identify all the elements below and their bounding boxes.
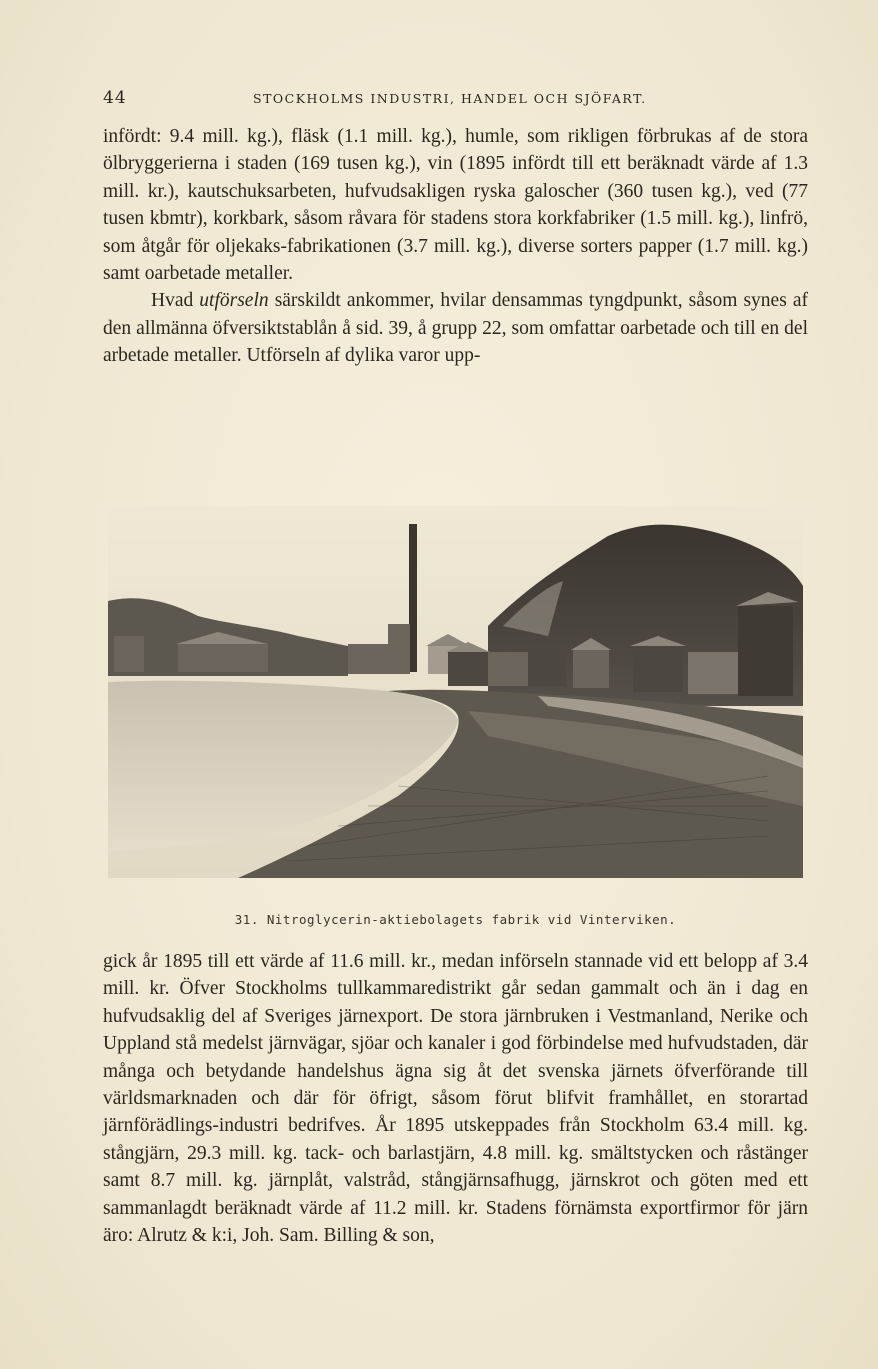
paragraph-imports: infördt: 9.4 mill. kg.), fläsk (1.1 mill. kg.), humle, som rikligen förbrukas af de stora ölbryggerierna i staden (169 tusen kg.), vin (1895 infördt till ett beräknadt värde af 1.3 mill. kr.), kautschuksarbeten, hufvudsakligen ryska galoscher (360 tusen kg.), ved (77 tusen kbmtr), korkbark, såsom råvara för stadens stora korkfabriker (1.5 mill. kg.), linfrö, som åtgår för oljekaks-fabrikationen (3.7 mill. kg.), diverse sorters papper (1.7 mill. kg.) samt oarbetade metaller.: [103, 126, 808, 285]
text-block-top: [103, 123, 808, 370]
factory-engraving-image: [108, 506, 803, 878]
paragraph-exports-rest: särskildt ankommer, hvilar densammas tyngdpunkt, såsom synes af den allmänna öfversiktstablån å sid. 39, å grupp 22, som omfattar oarbetade och till en del arbetade metaller. Utförseln af dylika varor upp-: [103, 290, 808, 367]
text-block-bottom: [103, 948, 808, 1249]
factory-illustration: [108, 506, 803, 878]
paragraph-exports-lead: Hvad: [151, 290, 200, 312]
page-header: [103, 88, 808, 112]
paragraph-exports-emphasis: utförseln: [199, 290, 269, 312]
paragraph-exports: [103, 287, 808, 369]
figure-caption: 31. Nitroglycerin-aktiebolagets fabrik vid Vinterviken.: [234, 912, 677, 927]
paragraph-iron-export: gick år 1895 till ett värde af 11.6 mill. kr., medan införseln stannade vid ett belopp af 3.4 mill. kr. Öfver Stockholms tullkammaredistrikt går sedan gammalt och än i dag en hufvudsaklig del af Sveriges järnexport. De stora järnbruken i Vestmanland, Nerike och Uppland stå medelst järnvägar, sjöar och kanaler i god förbindelse med hufvudstaden, där många och betydande handelshus ägna sig åt det svenska järnets öfverförande till världsmarknaden och där för öfrigt, såsom förut blifvit framhållet, en storartad järnförädlings-industri bedrifves. År 1895 utskeppades från Stockholm 63.4 mill. kg. stångjärn, 29.3 mill. kg. tack- och barlastjärn, 4.8 mill. kg. smältstycken och råstänger samt 8.7 mill. kg. järnplåt, valstråd, stångjärnsafhugg, järnskrot och göten med ett sammanlagdt beräknadt värde af 11.2 mill. kr. Stadens förnämsta exportfirmor för järn äro: Alrutz & k:i, Joh. Sam. Billing & son,: [103, 951, 808, 1247]
page-number: 44: [103, 88, 127, 108]
running-title: STOCKHOLMS INDUSTRI, HANDEL OCH SJÖFART.: [253, 91, 647, 106]
